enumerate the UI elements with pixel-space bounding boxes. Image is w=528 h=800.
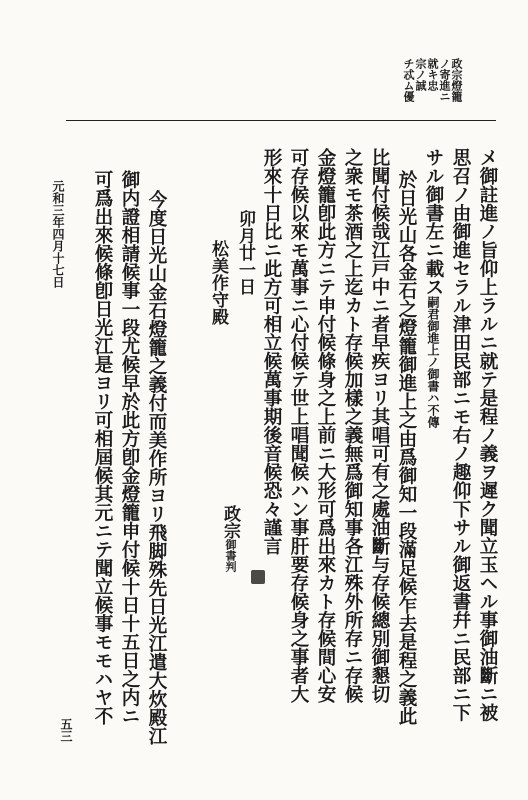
letter2-line-2: 御内證相請候事一段尤候早於此方卽金燈籠申付候十日十五日之内ニ [119, 170, 140, 725]
letter1-addressee: 松美作守殿 [208, 240, 228, 325]
letter1-signer: 政宗 [220, 505, 240, 539]
body-line-2: 思召ノ由御進セラル津田民部ニモ右ノ趣仰下サル御返書幷ニ民部ニ下 [450, 148, 471, 722]
body-line-7: 金燈籠卽此方ニテ申付候條身之上前ニ大形可爲出來カト存候間心安 [315, 148, 336, 703]
headnote-col-4: 宗ノ誠 [414, 58, 427, 91]
body-line-3-main: サル御書左ニ載ス [423, 148, 444, 296]
headnote-col-2: ノ寄進ニ [438, 58, 451, 102]
seal-mark [251, 570, 265, 584]
letter2-line-3: 可爲出來候條卽日光江是ヨリ可相屆候其元ニテ聞立候事モモハヤ不 [92, 170, 113, 725]
letter1-date: 卯月廿一日 [235, 210, 255, 295]
headnote-col-3: 就キ忠 [426, 58, 439, 91]
body-line-8: 可存候以來モ萬事ニ心付候テ世上唱聞候ハン事肝要存候身之事者大 [288, 148, 309, 703]
body-line-3-note: 嗣君御進上ノ御書ハ不傳 [426, 296, 440, 428]
body-line-3 [422, 148, 445, 428]
headnote-col-5: チ忒ム優 [402, 58, 415, 102]
page-number: 五三 [59, 718, 73, 742]
body-line-9: 形來十日比ニ此方可相立候萬事期後音候恐々謹言 [261, 148, 282, 555]
letter1-signature [220, 505, 240, 572]
headnote-col-1: 政宗燈籠 [450, 58, 463, 102]
body-line-4: 於日光山各金石之燈籠御進上之由爲御知一段滿足候乍去是程之義此 [396, 170, 417, 725]
body-line-1: メ御註進ノ旨仰上ラルニ就テ是程ノ義ヲ遲ク聞立玉ヘル事御油斷ニ被 [477, 148, 498, 722]
letter2-date: 元和三年四月十七日 [51, 180, 65, 288]
body-line-5: 比聞付候哉江戸中ニ者早疾ヨリ其唱可有之處油斷与存候總別御懇切 [369, 148, 390, 703]
body-line-6: 之衆モ茶酒之上迄カト存候加樣之義無爲御知事各江殊外所存ニ存候 [342, 148, 363, 703]
letter1-seal: 御書判 [224, 539, 237, 572]
header-divider [66, 120, 496, 121]
letter2-line-1: 今度日光山金石燈籠之義付而美作所ヨリ飛脚殊先日光江遣大炊殿江 [146, 190, 167, 745]
